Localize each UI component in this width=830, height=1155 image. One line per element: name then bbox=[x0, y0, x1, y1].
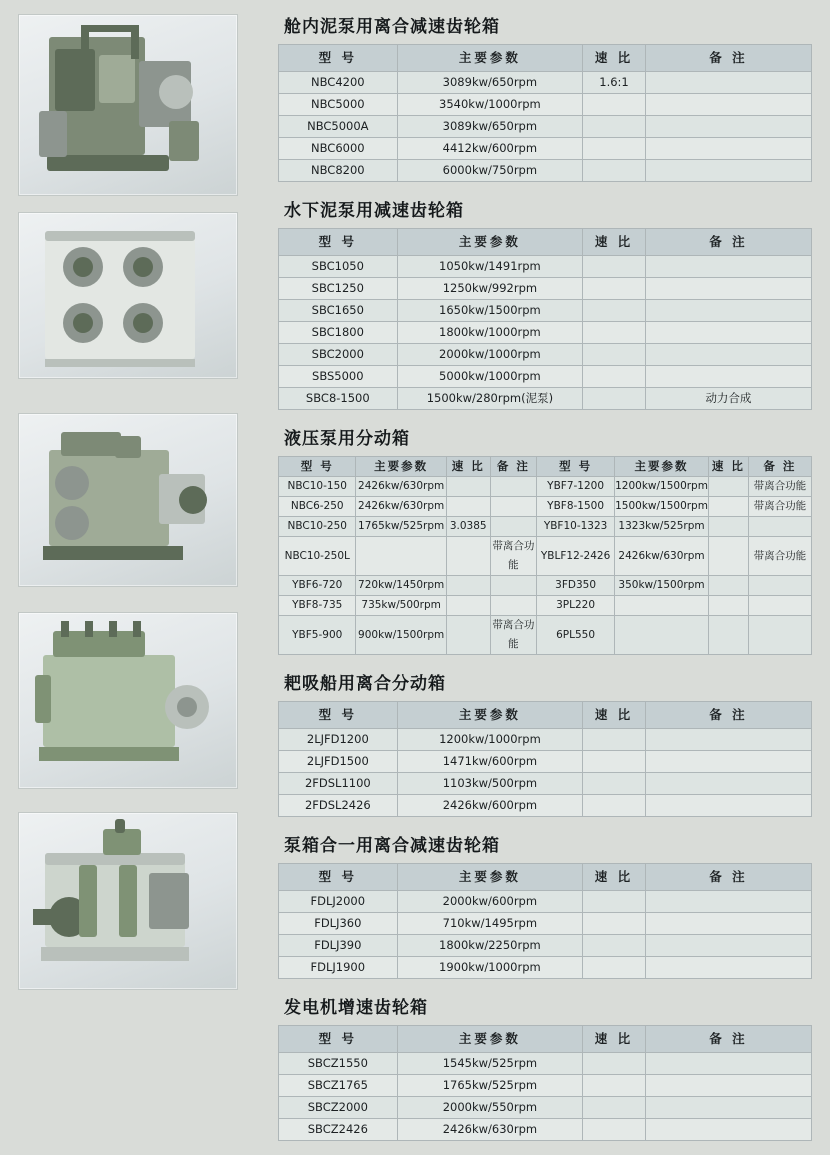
header-parameters: 主要参数 bbox=[397, 864, 583, 891]
cell-ratio bbox=[583, 1053, 646, 1075]
cell-note bbox=[645, 773, 811, 795]
table-row bbox=[279, 773, 812, 795]
cell-model-right: YBF8-1500 bbox=[537, 497, 615, 517]
cell-ratio-right bbox=[708, 596, 748, 616]
cell-note-right bbox=[748, 616, 811, 655]
table-row bbox=[279, 1075, 812, 1097]
cell-note-right: 带离合功能 bbox=[748, 537, 811, 576]
cell-note bbox=[645, 344, 811, 366]
cell-note bbox=[645, 116, 811, 138]
cell-ratio-right bbox=[708, 497, 748, 517]
table-row bbox=[279, 517, 812, 537]
spec-table bbox=[278, 701, 812, 817]
table-row bbox=[279, 1119, 812, 1141]
cell-note bbox=[645, 322, 811, 344]
cell-model: FDLJ1900 bbox=[279, 957, 398, 979]
header-parameters: 主要参数 bbox=[397, 45, 582, 72]
cell-parameters: 1650kw/1500rpm bbox=[397, 300, 583, 322]
cell-note bbox=[645, 138, 811, 160]
header-note: 备 注 bbox=[645, 1026, 811, 1053]
cell-model: NBC6000 bbox=[279, 138, 398, 160]
section-title: 发电机增速齿轮箱 bbox=[284, 998, 428, 1018]
cell-note-right bbox=[748, 576, 811, 596]
section-hydraulic-pump-distribution-box bbox=[278, 424, 818, 655]
cell-ratio-right bbox=[708, 537, 748, 576]
cell-parameters-right bbox=[615, 616, 709, 655]
cell-parameters: 2000kw/600rpm bbox=[397, 891, 583, 913]
cell-note bbox=[645, 957, 811, 979]
spec-table-dual bbox=[278, 456, 812, 655]
cell-note-right bbox=[748, 517, 811, 537]
cell-ratio-left bbox=[446, 477, 490, 497]
cell-parameters-left: 900kw/1500rpm bbox=[356, 616, 446, 655]
cell-ratio bbox=[583, 94, 646, 116]
cell-model: NBC5000A bbox=[279, 116, 398, 138]
cell-parameters: 710kw/1495rpm bbox=[397, 913, 583, 935]
cell-model-left: NBC10-250 bbox=[279, 517, 356, 537]
cell-ratio bbox=[583, 773, 646, 795]
header-ratio: 速 比 bbox=[583, 1026, 646, 1053]
table-row bbox=[279, 278, 812, 300]
cell-model: NBC5000 bbox=[279, 94, 398, 116]
cell-parameters-right: 1500kw/1500rpm bbox=[615, 497, 709, 517]
header-parameters: 主要参数 bbox=[397, 702, 582, 729]
table-row bbox=[279, 256, 812, 278]
cell-ratio bbox=[583, 935, 646, 957]
cell-ratio-left bbox=[446, 537, 490, 576]
header-note: 备 注 bbox=[645, 229, 811, 256]
cell-parameters: 2426kw/600rpm bbox=[397, 795, 582, 817]
cell-model: SBC1650 bbox=[279, 300, 398, 322]
table-header-row bbox=[279, 229, 812, 256]
cell-model-right: YBF10-1323 bbox=[537, 517, 615, 537]
cell-model-right: YBLF12-2426 bbox=[537, 537, 615, 576]
cell-model: SBC1050 bbox=[279, 256, 398, 278]
table-row bbox=[279, 596, 812, 616]
cell-parameters-right: 1323kw/525rpm bbox=[615, 517, 709, 537]
section-integrated-pump-box bbox=[278, 831, 818, 979]
cell-parameters-right bbox=[615, 596, 709, 616]
cell-ratio bbox=[583, 913, 646, 935]
section-title: 舱内泥泵用离合减速齿轮箱 bbox=[284, 17, 500, 37]
cell-model: SBC1250 bbox=[279, 278, 398, 300]
cell-model-right: 3FD350 bbox=[537, 576, 615, 596]
section-title: 水下泥泵用减速齿轮箱 bbox=[284, 201, 464, 221]
section-underwater-dredge-pump bbox=[278, 196, 818, 410]
table-row bbox=[279, 300, 812, 322]
cell-ratio bbox=[583, 344, 646, 366]
table-header-row bbox=[279, 702, 812, 729]
cell-ratio bbox=[583, 138, 646, 160]
cell-model: SBC1800 bbox=[279, 322, 398, 344]
cell-model: 2FDSL1100 bbox=[279, 773, 398, 795]
cell-parameters: 1800kw/2250rpm bbox=[397, 935, 583, 957]
cell-parameters: 2000kw/1000rpm bbox=[397, 344, 583, 366]
cell-ratio-left bbox=[446, 596, 490, 616]
table-row bbox=[279, 388, 812, 410]
cell-model: 2FDSL2426 bbox=[279, 795, 398, 817]
photo-column bbox=[0, 0, 262, 1063]
cell-note-left bbox=[490, 517, 537, 537]
cell-ratio-left: 3.0385 bbox=[446, 517, 490, 537]
cell-note-left bbox=[490, 477, 537, 497]
cell-model: SBS5000 bbox=[279, 366, 398, 388]
cell-note-left bbox=[490, 596, 537, 616]
cell-parameters: 5000kw/1000rpm bbox=[397, 366, 583, 388]
cell-parameters: 1545kw/525rpm bbox=[397, 1053, 582, 1075]
inboard-dredge-pump-gearbox-photo bbox=[18, 14, 238, 196]
table-row bbox=[279, 913, 812, 935]
cell-model: SBCZ1550 bbox=[279, 1053, 398, 1075]
cell-parameters: 1500kw/280rpm(泥泵) bbox=[397, 388, 583, 410]
cell-parameters-right: 1200kw/1500rpm bbox=[615, 477, 709, 497]
spec-table bbox=[278, 863, 812, 979]
header-model: 型 号 bbox=[279, 45, 398, 72]
header-ratio: 速 比 bbox=[583, 702, 646, 729]
section-generator-speed-increasing-gearbox bbox=[278, 993, 818, 1141]
cell-note: 动力合成 bbox=[645, 388, 811, 410]
header-model-left: 型 号 bbox=[279, 457, 356, 477]
cell-parameters: 1050kw/1491rpm bbox=[397, 256, 583, 278]
header-model-right: 型 号 bbox=[537, 457, 615, 477]
cell-model: SBC8-1500 bbox=[279, 388, 398, 410]
cell-model-left: YBF5-900 bbox=[279, 616, 356, 655]
cell-note-right: 带离合功能 bbox=[748, 497, 811, 517]
cell-ratio bbox=[583, 278, 646, 300]
spec-table bbox=[278, 1025, 812, 1141]
cell-ratio bbox=[583, 322, 646, 344]
cell-note bbox=[645, 160, 811, 182]
cell-parameters: 2000kw/550rpm bbox=[397, 1097, 582, 1119]
header-note: 备 注 bbox=[645, 864, 811, 891]
spec-table bbox=[278, 228, 812, 410]
header-model: 型 号 bbox=[279, 1026, 398, 1053]
section-inboard-dredge-pump bbox=[278, 12, 818, 182]
header-parameters-left: 主要参数 bbox=[356, 457, 446, 477]
cell-note-left: 带离合功能 bbox=[490, 616, 537, 655]
header-ratio: 速 比 bbox=[583, 45, 646, 72]
cell-note bbox=[645, 795, 811, 817]
cell-model-right: YBF7-1200 bbox=[537, 477, 615, 497]
cell-model: FDLJ390 bbox=[279, 935, 398, 957]
table-row bbox=[279, 616, 812, 655]
table-row bbox=[279, 138, 812, 160]
table-row bbox=[279, 729, 812, 751]
table-header-row bbox=[279, 45, 812, 72]
cell-ratio-left bbox=[446, 497, 490, 517]
cell-model: SBC2000 bbox=[279, 344, 398, 366]
cell-parameters: 1200kw/1000rpm bbox=[397, 729, 582, 751]
cell-parameters-left: 735kw/500rpm bbox=[356, 596, 446, 616]
cell-note bbox=[645, 913, 811, 935]
table-row bbox=[279, 322, 812, 344]
cell-model-left: NBC6-250 bbox=[279, 497, 356, 517]
header-parameters-right: 主要参数 bbox=[615, 457, 709, 477]
cell-note bbox=[645, 891, 811, 913]
cell-model: SBCZ1765 bbox=[279, 1075, 398, 1097]
cell-note bbox=[645, 300, 811, 322]
header-note: 备 注 bbox=[645, 45, 811, 72]
cell-model-left: NBC10-250L bbox=[279, 537, 356, 576]
cell-ratio bbox=[583, 116, 646, 138]
cell-parameters: 1900kw/1000rpm bbox=[397, 957, 583, 979]
cell-ratio bbox=[583, 300, 646, 322]
cell-parameters-left: 2426kw/630rpm bbox=[356, 497, 446, 517]
cell-parameters: 6000kw/750rpm bbox=[397, 160, 582, 182]
header-ratio: 速 比 bbox=[583, 229, 646, 256]
cell-model: 2LJFD1200 bbox=[279, 729, 398, 751]
cell-note-left: 带离合功能 bbox=[490, 537, 537, 576]
cell-parameters: 3089kw/650rpm bbox=[397, 116, 582, 138]
cell-parameters: 4412kw/600rpm bbox=[397, 138, 582, 160]
cell-note-left bbox=[490, 576, 537, 596]
cell-parameters-right: 350kw/1500rpm bbox=[615, 576, 709, 596]
header-note-left: 备 注 bbox=[490, 457, 537, 477]
cell-ratio bbox=[583, 160, 646, 182]
table-row bbox=[279, 344, 812, 366]
cell-ratio: 1.6:1 bbox=[583, 72, 646, 94]
cell-parameters-right: 2426kw/630rpm bbox=[615, 537, 709, 576]
underwater-dredge-pump-gearbox-photo bbox=[18, 212, 238, 379]
cell-model: FDLJ2000 bbox=[279, 891, 398, 913]
cell-ratio bbox=[583, 729, 646, 751]
header-parameters: 主要参数 bbox=[397, 1026, 582, 1053]
specs-column bbox=[278, 0, 818, 1155]
cell-ratio bbox=[583, 388, 646, 410]
cell-model-right: 6PL550 bbox=[537, 616, 615, 655]
cell-ratio-right bbox=[708, 576, 748, 596]
hydraulic-pump-distribution-box-photo bbox=[18, 413, 238, 587]
table-row bbox=[279, 891, 812, 913]
cell-parameters: 3089kw/650rpm bbox=[397, 72, 582, 94]
generator-speed-increasing-gearbox-photo bbox=[18, 812, 238, 990]
cell-parameters-left: 1765kw/525rpm bbox=[356, 517, 446, 537]
cell-parameters-left: 720kw/1450rpm bbox=[356, 576, 446, 596]
cell-parameters: 3540kw/1000rpm bbox=[397, 94, 582, 116]
cell-model: SBCZ2426 bbox=[279, 1119, 398, 1141]
trailing-suction-dredger-clutch-box-photo bbox=[18, 612, 238, 789]
table-row bbox=[279, 72, 812, 94]
cell-ratio bbox=[583, 256, 646, 278]
cell-model-left: YBF8-735 bbox=[279, 596, 356, 616]
cell-ratio bbox=[583, 751, 646, 773]
cell-note bbox=[645, 72, 811, 94]
cell-model: FDLJ360 bbox=[279, 913, 398, 935]
cell-note bbox=[645, 1119, 811, 1141]
cell-ratio bbox=[583, 957, 646, 979]
table-row bbox=[279, 795, 812, 817]
cell-ratio bbox=[583, 366, 646, 388]
cell-note bbox=[645, 366, 811, 388]
cell-model-left: YBF6-720 bbox=[279, 576, 356, 596]
cell-ratio-right bbox=[708, 477, 748, 497]
table-row bbox=[279, 576, 812, 596]
cell-note bbox=[645, 1097, 811, 1119]
cell-parameters: 1765kw/525rpm bbox=[397, 1075, 582, 1097]
header-model: 型 号 bbox=[279, 229, 398, 256]
section-title: 泵箱合一用离合减速齿轮箱 bbox=[284, 836, 500, 856]
cell-note bbox=[645, 1075, 811, 1097]
cell-ratio-right bbox=[708, 616, 748, 655]
cell-note bbox=[645, 729, 811, 751]
cell-model: NBC8200 bbox=[279, 160, 398, 182]
cell-parameters: 1103kw/500rpm bbox=[397, 773, 582, 795]
cell-ratio bbox=[583, 1097, 646, 1119]
cell-note bbox=[645, 751, 811, 773]
table-row bbox=[279, 94, 812, 116]
cell-ratio bbox=[583, 1119, 646, 1141]
cell-model: SBCZ2000 bbox=[279, 1097, 398, 1119]
header-model: 型 号 bbox=[279, 702, 398, 729]
cell-note-left bbox=[490, 497, 537, 517]
cell-note bbox=[645, 935, 811, 957]
table-row bbox=[279, 477, 812, 497]
cell-parameters-left bbox=[356, 537, 446, 576]
header-ratio-right: 速 比 bbox=[708, 457, 748, 477]
header-note: 备 注 bbox=[645, 702, 811, 729]
table-header-row bbox=[279, 457, 812, 477]
spec-table bbox=[278, 44, 812, 182]
table-header-row bbox=[279, 1026, 812, 1053]
cell-ratio-right bbox=[708, 517, 748, 537]
header-model: 型 号 bbox=[279, 864, 398, 891]
header-note-right: 备 注 bbox=[748, 457, 811, 477]
section-title: 耙吸船用离合分动箱 bbox=[284, 674, 446, 694]
cell-ratio bbox=[583, 795, 646, 817]
table-row bbox=[279, 366, 812, 388]
cell-ratio-left bbox=[446, 616, 490, 655]
cell-note bbox=[645, 256, 811, 278]
cell-model-right: 3PL220 bbox=[537, 596, 615, 616]
header-ratio-left: 速 比 bbox=[446, 457, 490, 477]
cell-parameters-left: 2426kw/630rpm bbox=[356, 477, 446, 497]
cell-note-right: 带离合功能 bbox=[748, 477, 811, 497]
cell-parameters: 1800kw/1000rpm bbox=[397, 322, 583, 344]
table-row bbox=[279, 1053, 812, 1075]
table-row bbox=[279, 537, 812, 576]
cell-model-left: NBC10-150 bbox=[279, 477, 356, 497]
table-row bbox=[279, 160, 812, 182]
header-parameters: 主要参数 bbox=[397, 229, 583, 256]
cell-parameters: 2426kw/630rpm bbox=[397, 1119, 582, 1141]
cell-model: 2LJFD1500 bbox=[279, 751, 398, 773]
cell-ratio bbox=[583, 1075, 646, 1097]
section-trailing-suction-dredger-clutch-box bbox=[278, 669, 818, 817]
cell-parameters: 1471kw/600rpm bbox=[397, 751, 582, 773]
cell-model: NBC4200 bbox=[279, 72, 398, 94]
header-ratio: 速 比 bbox=[583, 864, 646, 891]
section-title: 液压泵用分动箱 bbox=[284, 429, 410, 449]
cell-note bbox=[645, 1053, 811, 1075]
cell-ratio-left bbox=[446, 576, 490, 596]
table-row bbox=[279, 957, 812, 979]
cell-note bbox=[645, 278, 811, 300]
table-row bbox=[279, 116, 812, 138]
cell-note bbox=[645, 94, 811, 116]
cell-parameters: 1250kw/992rpm bbox=[397, 278, 583, 300]
cell-note-right bbox=[748, 596, 811, 616]
table-row bbox=[279, 1097, 812, 1119]
table-row bbox=[279, 935, 812, 957]
cell-ratio bbox=[583, 891, 646, 913]
table-row bbox=[279, 497, 812, 517]
table-header-row bbox=[279, 864, 812, 891]
table-row bbox=[279, 751, 812, 773]
